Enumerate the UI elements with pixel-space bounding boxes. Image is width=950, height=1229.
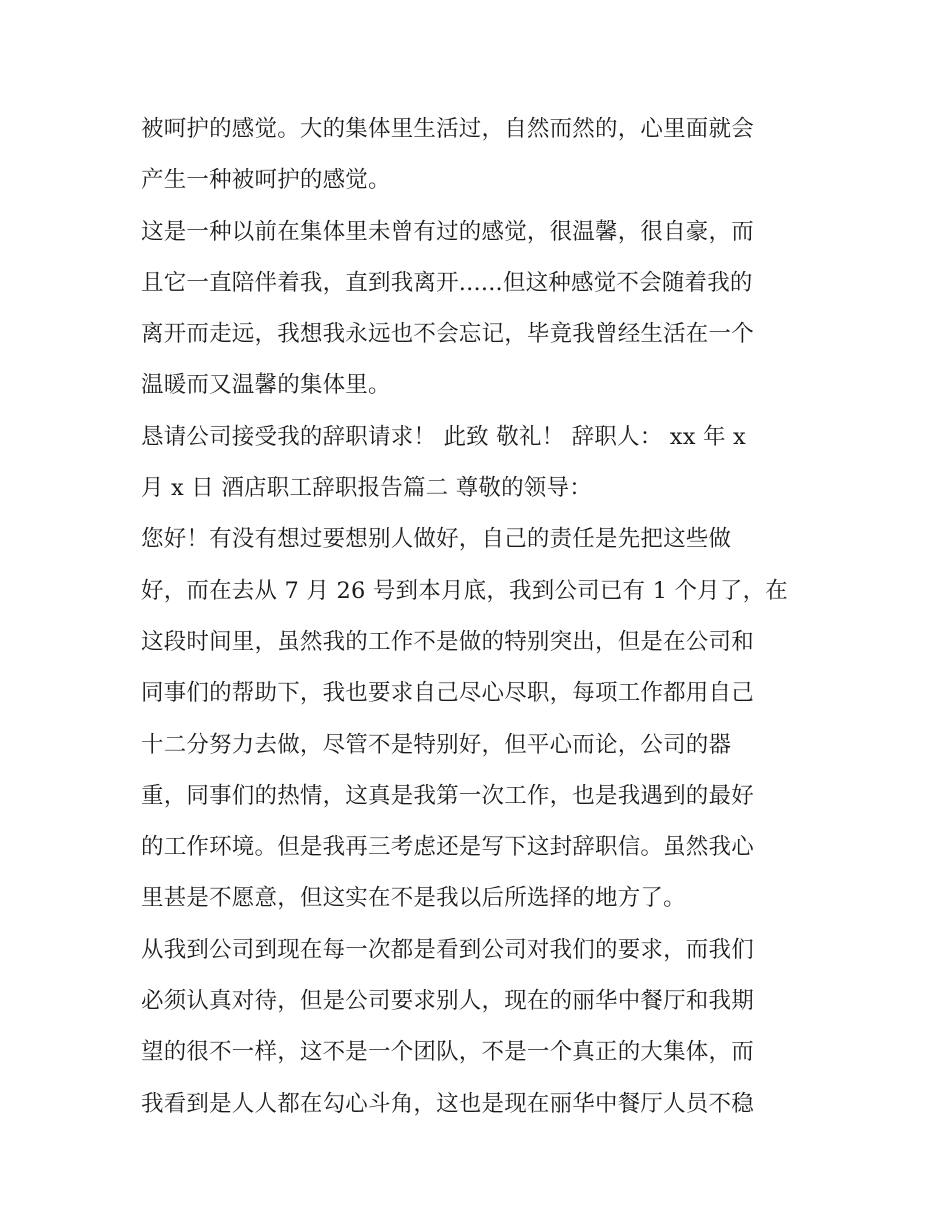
text-line: 您好！有没有想过要想别人做好，自己的责任是先把这些做 [141, 526, 732, 553]
text-line: 望的很不一样，这不是一个团队，不是一个真正的大集体，而 [141, 1039, 754, 1066]
text-line: 被呵护的感觉。大的集体里生活过，自然而然的，心里面就会 [141, 116, 754, 142]
text-line: 离开而走远，我想我永远也不会忘记，毕竟我曾经生活在一个 [141, 321, 754, 348]
text-line: 这是一种以前在集体里未曾有过的感觉，很温馨，很自豪，而 [141, 218, 754, 245]
text-line: 重，同事们的热情，这真是我第一次工作，也是我遇到的最好 [141, 782, 754, 809]
text-line: 必须认真对待，但是公司要求别人，现在的丽华中餐厅和我期 [141, 988, 754, 1015]
text-line: 的工作环境。但是我再三考虑还是写下这封辞职信。虽然我心 [141, 834, 754, 861]
text-line: 这段时间里，虽然我的工作不是做的特别突出，但是在公司和 [141, 628, 754, 655]
text-line: 好，而在去从 7 月 26 号到本月底，我到公司已有 1 个月了，在 [141, 577, 788, 604]
body-text [141, 104, 813, 1130]
text-line: 且它一直陪伴着我，直到我离开......但这种感觉不会随着我的 [141, 269, 753, 296]
text-line: 十二分努力去做，尽管不是特别好，但平心而论，公司的器 [141, 731, 732, 758]
text-line: 我看到是人人都在勾心斗角，这也是现在丽华中餐厅人员不稳 [141, 1090, 754, 1117]
text-line: 月 x 日 酒店职工辞职报告篇二 尊敬的领导： [141, 475, 592, 502]
text-line: 产生一种被呵护的感觉。 [141, 167, 391, 194]
text-line: 里甚是不愿意，但这实在不是我以后所选择的地方了。 [141, 885, 686, 912]
text-line: 同事们的帮助下，我也要求自己尽心尽职，每项工作都用自己 [141, 680, 754, 707]
text-line: 从我到公司到现在每一次都是看到公司对我们的要求，而我们 [141, 936, 754, 963]
text-line: 恳请公司接受我的辞职请求！ 此致 敬礼！ 辞职人： xx 年 x [141, 423, 746, 450]
text-line: 温暖而又温馨的集体里。 [141, 372, 391, 399]
